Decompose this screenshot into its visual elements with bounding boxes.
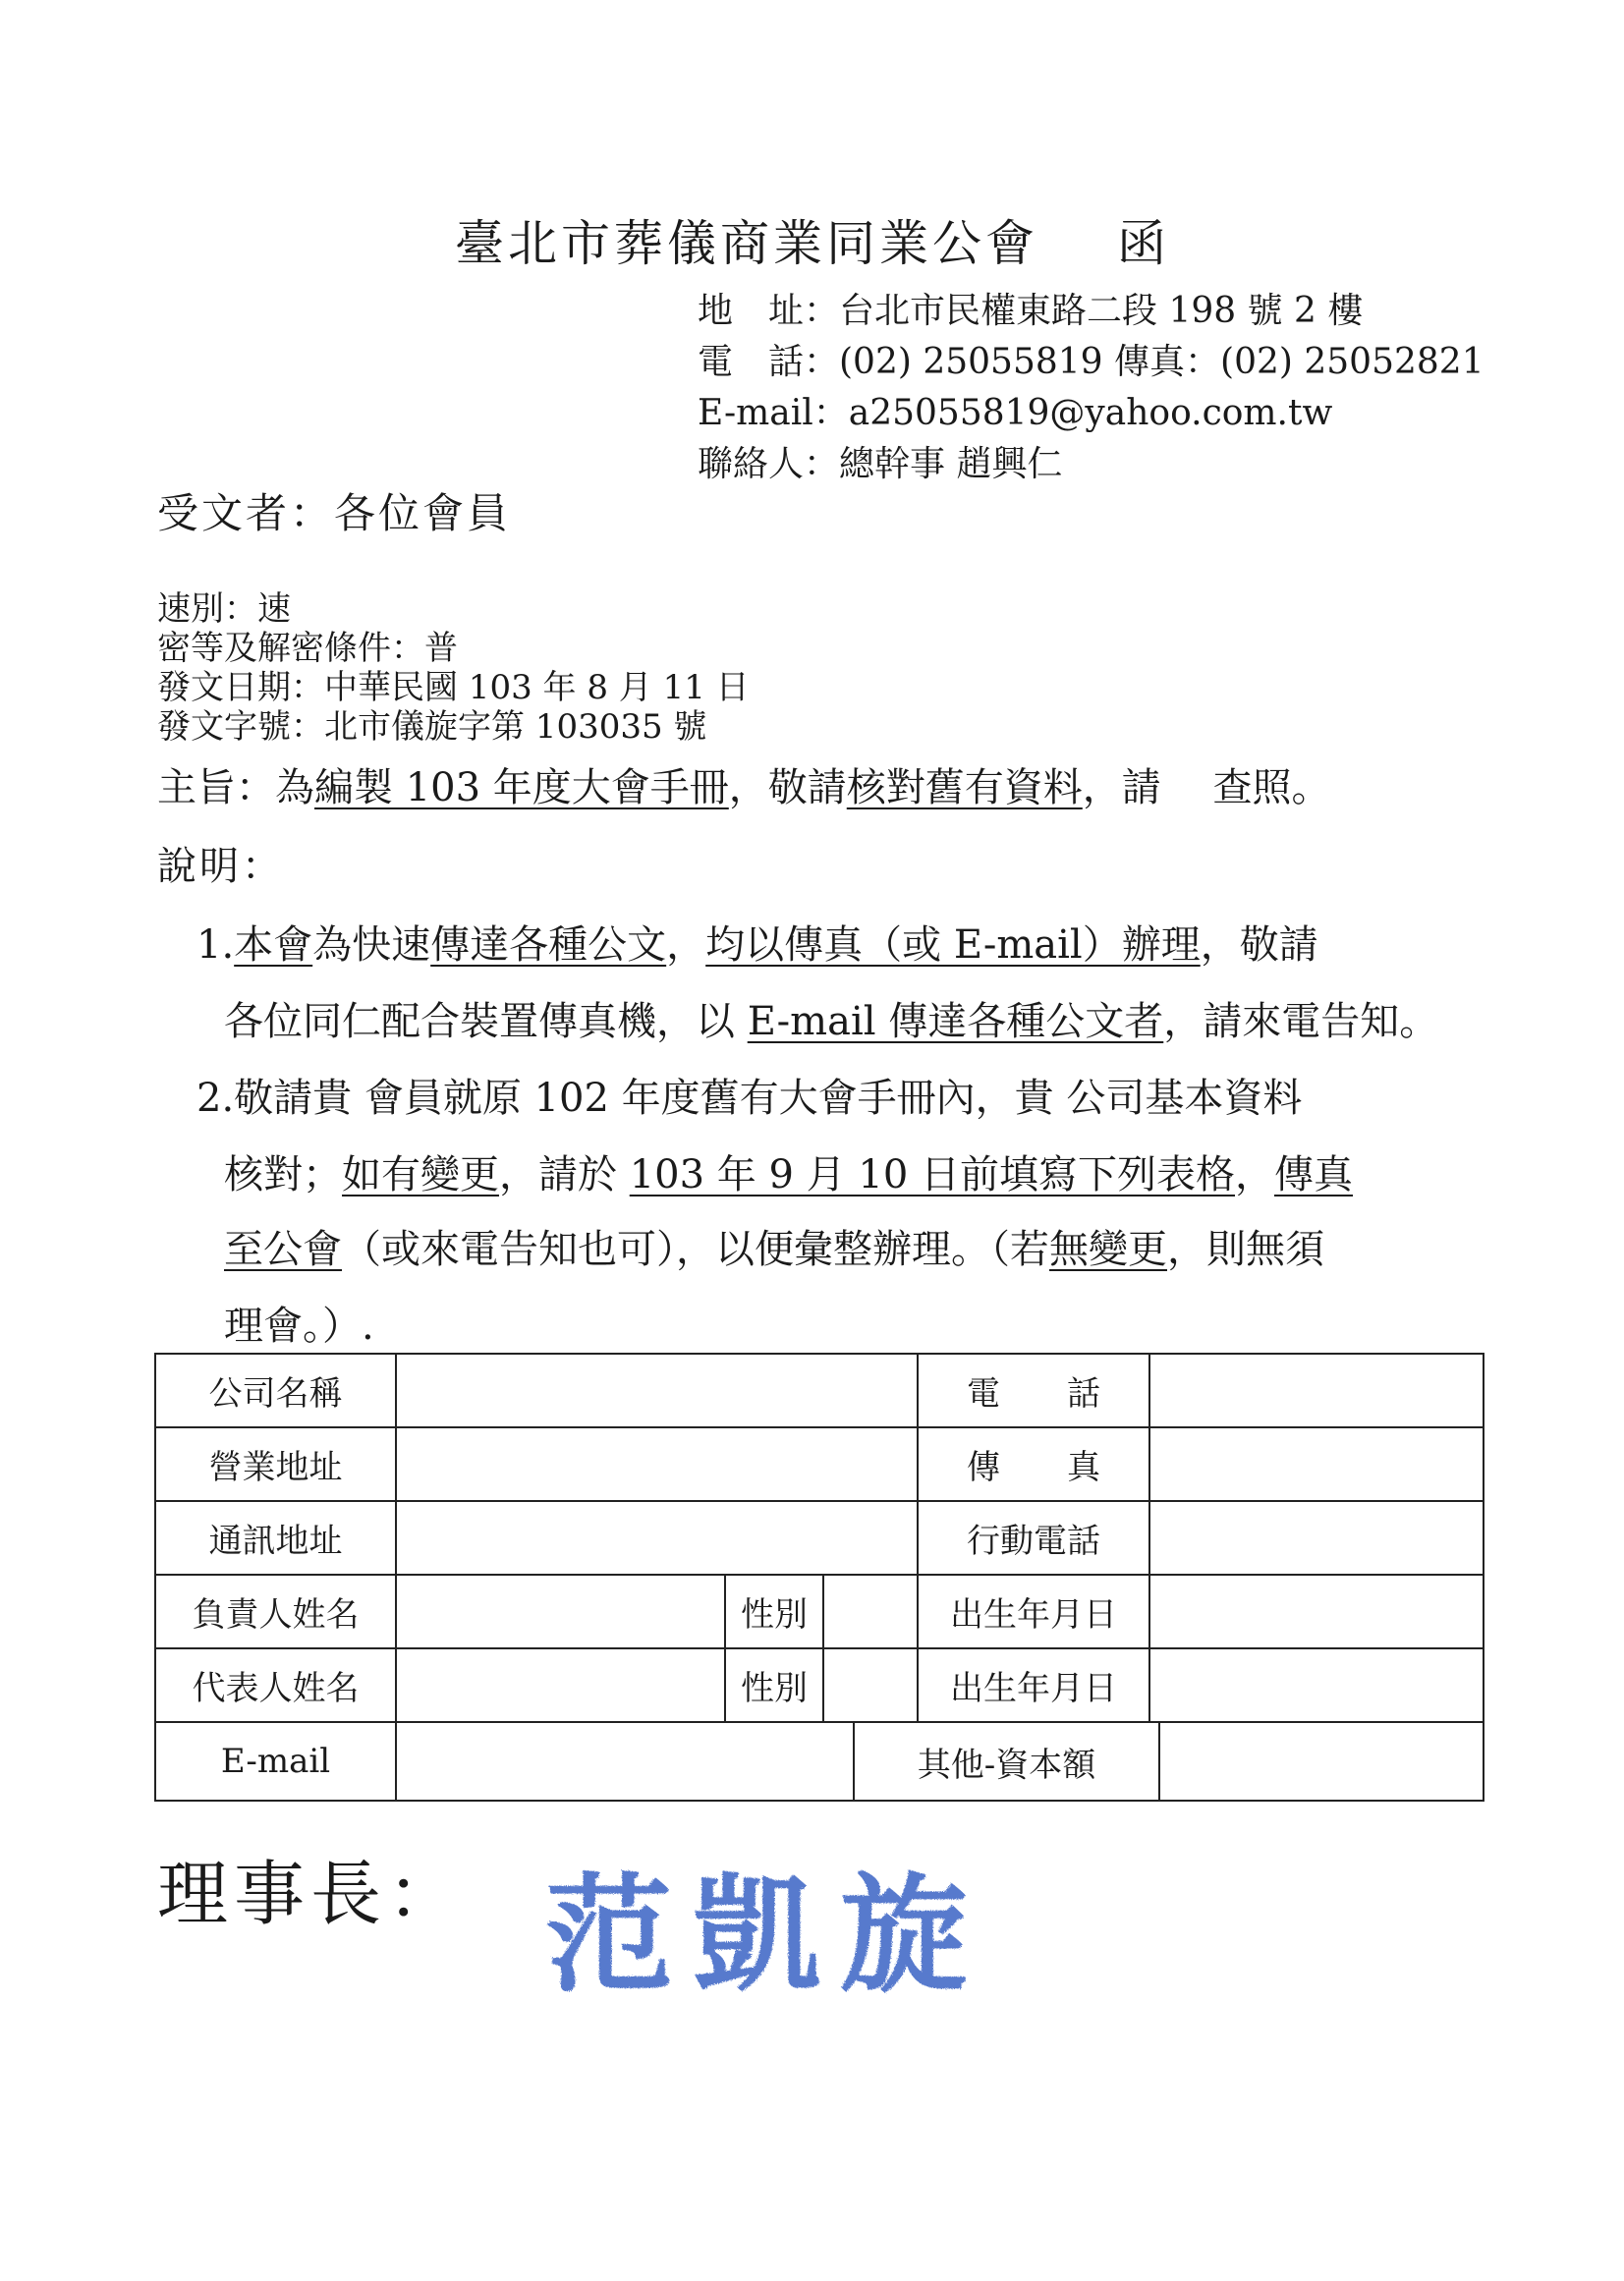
table-row bbox=[155, 1427, 1484, 1501]
address-line: 地 址：台北市民權東路二段 198 號 2 樓 bbox=[698, 291, 1364, 331]
owner-gender-label: 性別 bbox=[725, 1575, 823, 1648]
org-name: 臺北市葬儀商業同業公會 bbox=[455, 215, 1038, 272]
speed-class: 速別：速 bbox=[157, 589, 291, 629]
email-line: E-mail：a25055819@yahoo.com.tw bbox=[698, 393, 1333, 433]
explanation-label: 說明： bbox=[157, 844, 284, 889]
item2-l2-underline-3: 傳真 bbox=[1274, 1152, 1353, 1197]
chairman-label: 理事長： bbox=[157, 1853, 465, 1935]
owner-birthdate-field[interactable] bbox=[1149, 1575, 1484, 1648]
rep-birthdate-label: 出生年月日 bbox=[918, 1648, 1149, 1722]
phone-field[interactable] bbox=[1149, 1354, 1484, 1427]
phone-label: 電 話 bbox=[918, 1354, 1149, 1427]
phone-line: 電 話：(02) 25055819 傳真：(02) 25052821 bbox=[698, 342, 1484, 382]
item2-l3-underline-1: 至公會 bbox=[224, 1227, 342, 1272]
mobile-label: 行動電話 bbox=[918, 1501, 1149, 1575]
capital-label: 其他-資本額 bbox=[854, 1722, 1159, 1801]
item2-l3-underline-2: 無變更 bbox=[1049, 1227, 1167, 1272]
business-address-label: 營業地址 bbox=[155, 1427, 396, 1501]
mailing-address-label: 通訊地址 bbox=[155, 1501, 396, 1575]
rep-gender-field[interactable] bbox=[823, 1648, 918, 1722]
table-row bbox=[155, 1501, 1484, 1575]
doc-type: 函 bbox=[1117, 215, 1170, 272]
seal-text: 范凱旋 bbox=[545, 1860, 988, 2010]
secrecy-level: 密等及解密條件：普 bbox=[157, 629, 458, 668]
item2-line1-text: 敬請貴 會員就原 102 年度舊有大會手冊內，貴 公司基本資料 bbox=[234, 1076, 1303, 1121]
mailing-address-field[interactable] bbox=[396, 1501, 918, 1575]
item1-underline-3: 均以傳真（或 E-mail）辦理 bbox=[705, 922, 1201, 968]
table-row bbox=[155, 1575, 1484, 1648]
item2-line2 bbox=[224, 1143, 1353, 1199]
subject-prefix: 主旨：為 bbox=[157, 765, 314, 810]
business-address-field[interactable] bbox=[396, 1427, 918, 1501]
letter-title bbox=[455, 204, 1170, 275]
owner-name-field[interactable] bbox=[396, 1575, 725, 1648]
fax-field[interactable] bbox=[1149, 1427, 1484, 1501]
subject-underline-2: 核對舊有資料 bbox=[846, 765, 1083, 810]
item2-line3 bbox=[224, 1218, 1324, 1274]
item1-line2-b: ，請來電告知。 bbox=[1163, 999, 1439, 1044]
issue-date: 發文日期：中華民國 103 年 8 月 11 日 bbox=[157, 668, 750, 707]
owner-birthdate-label: 出生年月日 bbox=[918, 1575, 1149, 1648]
item1-line2 bbox=[224, 990, 1438, 1046]
item2-l3-b: ，則無須 bbox=[1167, 1227, 1324, 1272]
item2-l2-underline-2: 103 年 9 月 10 日前填寫下列表格 bbox=[629, 1152, 1235, 1197]
item1-text-2: ， bbox=[666, 922, 706, 968]
item2-l2-underline-1: 如有變更 bbox=[342, 1152, 499, 1197]
table-row bbox=[155, 1722, 1484, 1801]
mobile-field[interactable] bbox=[1149, 1501, 1484, 1575]
company-name-label: 公司名稱 bbox=[155, 1354, 396, 1427]
document-number: 發文字號：北市儀旋字第 103035 號 bbox=[157, 707, 707, 747]
capital-field[interactable] bbox=[1159, 1722, 1484, 1801]
rep-name-label: 代表人姓名 bbox=[155, 1648, 396, 1722]
item2-l2-c: ， bbox=[1235, 1152, 1274, 1197]
item1-number: 1. bbox=[196, 922, 235, 968]
rep-gender-label: 性別 bbox=[725, 1648, 823, 1722]
company-name-field[interactable] bbox=[396, 1354, 918, 1427]
item1-text-3: ，敬請 bbox=[1200, 922, 1318, 968]
chairman-signature-seal bbox=[545, 1852, 997, 2019]
subject-suffix: ，請 查照。 bbox=[1082, 765, 1331, 810]
item1-line2-underline: E-mail 傳達各種公文者 bbox=[747, 999, 1164, 1044]
owner-name-label: 負責人姓名 bbox=[155, 1575, 396, 1648]
member-info-form bbox=[154, 1353, 1484, 1802]
email-label: E-mail bbox=[155, 1722, 396, 1801]
contact-person-line: 聯絡人：總幹事 趙興仁 bbox=[698, 444, 1063, 484]
table-row bbox=[155, 1354, 1484, 1427]
item1-underline-2: 傳達各種公文 bbox=[430, 922, 667, 968]
email-field[interactable] bbox=[396, 1722, 854, 1801]
item2-l2-a: 核對； bbox=[224, 1152, 342, 1197]
item2-line1 bbox=[196, 1067, 1302, 1123]
item1-text-1: 為快速 bbox=[312, 922, 431, 968]
fax-label: 傳 真 bbox=[918, 1427, 1149, 1501]
subject-underline-1: 編製 103 年度大會手冊 bbox=[314, 765, 729, 810]
item2-l3-a: （或來電告知也可），以便彙整辦理。（若 bbox=[342, 1227, 1049, 1272]
item2-l2-b: ，請於 bbox=[499, 1152, 630, 1197]
owner-gender-field[interactable] bbox=[823, 1575, 918, 1648]
subject-line bbox=[157, 756, 1331, 812]
item2-number: 2. bbox=[196, 1076, 235, 1121]
recipient: 受文者：各位會員 bbox=[157, 489, 512, 537]
rep-birthdate-field[interactable] bbox=[1149, 1648, 1484, 1722]
item1-line2-a: 各位同仁配合裝置傳真機，以 bbox=[224, 999, 748, 1044]
rep-name-field[interactable] bbox=[396, 1648, 725, 1722]
table-row bbox=[155, 1648, 1484, 1722]
item1-line1 bbox=[196, 914, 1318, 970]
item2-line4: 理會。）. bbox=[224, 1304, 374, 1349]
subject-mid: ，敬請 bbox=[728, 765, 847, 810]
item1-underline-1: 本會 bbox=[234, 922, 313, 968]
